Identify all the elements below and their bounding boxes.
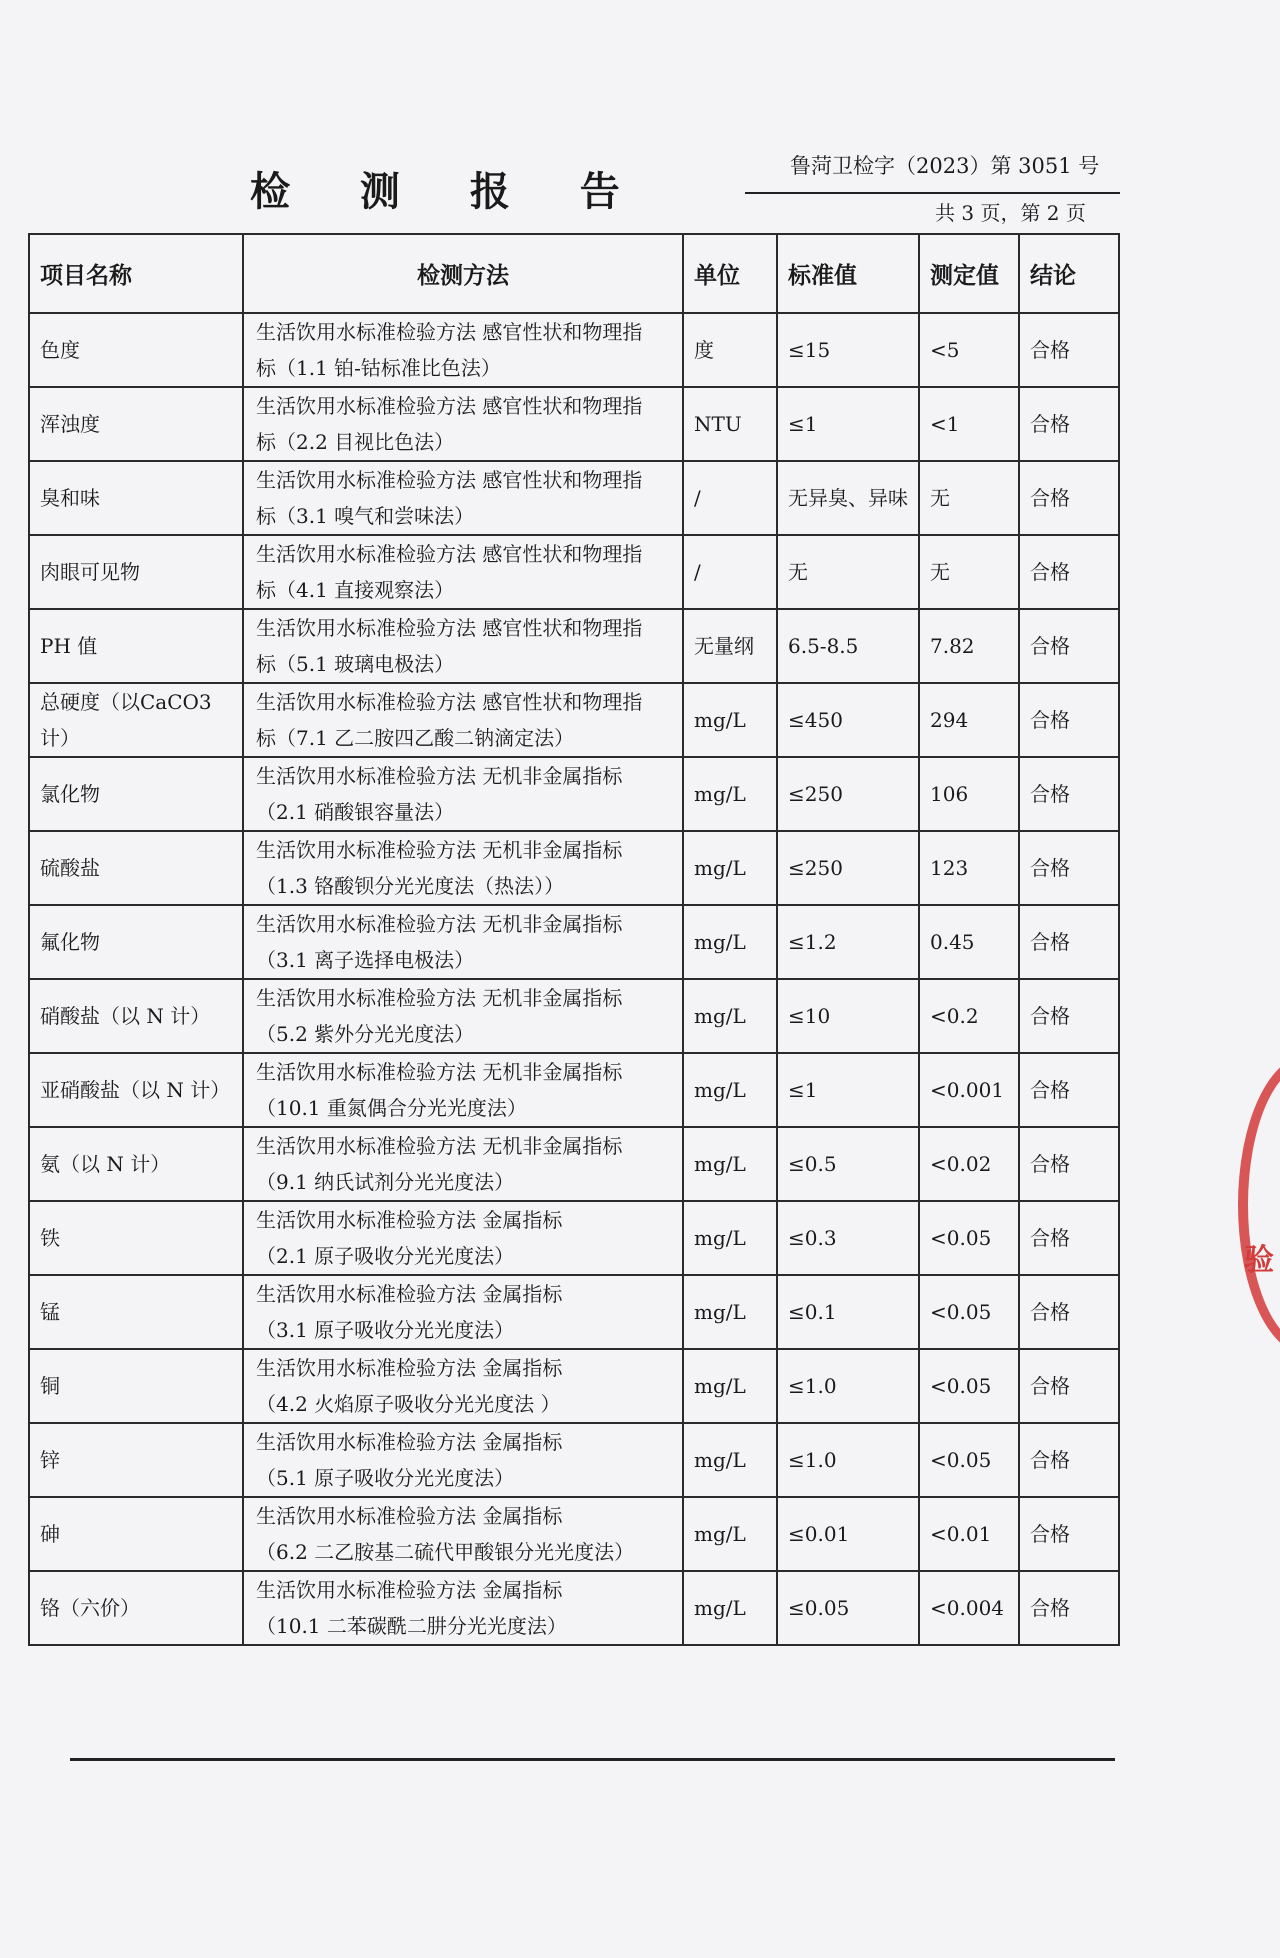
standard-value-cell: ≤1.0 — [777, 1423, 919, 1497]
table-row — [29, 1275, 1119, 1349]
item-cell: 砷 — [29, 1497, 243, 1571]
result-cell: 合格 — [1019, 757, 1119, 831]
result-cell: 合格 — [1019, 535, 1119, 609]
table-row — [29, 387, 1119, 461]
standard-value-cell: ≤1 — [777, 387, 919, 461]
table-row — [29, 609, 1119, 683]
method-line-1: 生活饮用水标准检验方法 无机非金属指标 — [256, 1060, 623, 1084]
item-cell: 总硬度（以CaCO3计） — [29, 683, 243, 757]
item-cell: PH 值 — [29, 609, 243, 683]
item-cell: 浑浊度 — [29, 387, 243, 461]
method-cell — [243, 1127, 683, 1201]
unit-cell: mg/L — [683, 831, 777, 905]
item-cell: 氨（以 N 计） — [29, 1127, 243, 1201]
standard-value-cell: 无异臭、异味 — [777, 461, 919, 535]
method-line-1: 生活饮用水标准检验方法 感官性状和物理指 — [256, 690, 643, 714]
method-line-2: （5.2 紫外分光光度法） — [256, 1022, 475, 1046]
unit-cell: mg/L — [683, 1497, 777, 1571]
result-cell: 合格 — [1019, 1053, 1119, 1127]
method-cell — [243, 683, 683, 757]
standard-value-cell: ≤1.0 — [777, 1349, 919, 1423]
unit-cell: mg/L — [683, 1571, 777, 1645]
measured-value-cell: 无 — [919, 535, 1019, 609]
table-row — [29, 1127, 1119, 1201]
result-cell: 合格 — [1019, 1127, 1119, 1201]
result-cell: 合格 — [1019, 979, 1119, 1053]
method-cell — [243, 757, 683, 831]
result-cell: 合格 — [1019, 1201, 1119, 1275]
header-divider — [745, 192, 1120, 194]
item-cell: 锰 — [29, 1275, 243, 1349]
unit-cell: mg/L — [683, 1127, 777, 1201]
method-cell — [243, 1497, 683, 1571]
method-cell — [243, 535, 683, 609]
column-header-method: 检测方法 — [243, 234, 683, 313]
method-cell — [243, 1349, 683, 1423]
column-header-result: 结论 — [1019, 234, 1119, 313]
result-cell: 合格 — [1019, 609, 1119, 683]
method-line-2: （5.1 原子吸收分光光度法） — [256, 1466, 515, 1490]
table-row — [29, 1349, 1119, 1423]
method-line-1: 生活饮用水标准检验方法 无机非金属指标 — [256, 764, 623, 788]
method-line-2: 标（1.1 铂-钴标准比色法） — [256, 356, 501, 380]
method-line-1: 生活饮用水标准检验方法 感官性状和物理指 — [256, 320, 643, 344]
measured-value-cell: <1 — [919, 387, 1019, 461]
method-line-1: 生活饮用水标准检验方法 无机非金属指标 — [256, 1134, 623, 1158]
method-line-1: 生活饮用水标准检验方法 金属指标 — [256, 1356, 563, 1380]
item-cell: 硫酸盐 — [29, 831, 243, 905]
method-cell — [243, 1053, 683, 1127]
measured-value-cell: <0.004 — [919, 1571, 1019, 1645]
report-number: 鲁菏卫检字（2023）第 3051 号 — [790, 154, 1100, 178]
standard-value-cell: ≤0.3 — [777, 1201, 919, 1275]
standard-value-cell: ≤0.01 — [777, 1497, 919, 1571]
result-cell: 合格 — [1019, 1571, 1119, 1645]
method-line-1: 生活饮用水标准检验方法 金属指标 — [256, 1578, 563, 1602]
item-cell: 肉眼可见物 — [29, 535, 243, 609]
result-cell: 合格 — [1019, 831, 1119, 905]
method-line-1: 生活饮用水标准检验方法 金属指标 — [256, 1208, 563, 1232]
unit-cell: mg/L — [683, 1053, 777, 1127]
table-row — [29, 905, 1119, 979]
method-cell — [243, 1201, 683, 1275]
table-row — [29, 683, 1119, 757]
method-line-2: （10.1 重氮偶合分光光度法） — [256, 1096, 527, 1120]
unit-cell: / — [683, 461, 777, 535]
column-header-unit: 单位 — [683, 234, 777, 313]
standard-value-cell: ≤10 — [777, 979, 919, 1053]
table-body — [29, 313, 1119, 1645]
method-line-1: 生活饮用水标准检验方法 无机非金属指标 — [256, 912, 623, 936]
method-cell — [243, 1423, 683, 1497]
footer-divider — [70, 1758, 1115, 1761]
unit-cell: mg/L — [683, 683, 777, 757]
item-cell: 锌 — [29, 1423, 243, 1497]
official-seal — [1238, 1055, 1280, 1355]
result-cell: 合格 — [1019, 1349, 1119, 1423]
table-row — [29, 757, 1119, 831]
standard-value-cell: ≤0.05 — [777, 1571, 919, 1645]
method-line-2: （2.1 硝酸银容量法） — [256, 800, 455, 824]
method-line-1: 生活饮用水标准检验方法 金属指标 — [256, 1504, 563, 1528]
standard-value-cell: ≤0.5 — [777, 1127, 919, 1201]
item-cell: 铁 — [29, 1201, 243, 1275]
test-results-table — [28, 233, 1120, 1646]
table-header-row — [29, 234, 1119, 313]
measured-value-cell: 0.45 — [919, 905, 1019, 979]
table-row — [29, 1571, 1119, 1645]
standard-value-cell: 无 — [777, 535, 919, 609]
standard-value-cell: ≤15 — [777, 313, 919, 387]
method-line-2: 标（5.1 玻璃电极法） — [256, 652, 455, 676]
item-cell: 铬（六价） — [29, 1571, 243, 1645]
unit-cell: mg/L — [683, 905, 777, 979]
result-cell: 合格 — [1019, 1423, 1119, 1497]
method-line-1: 生活饮用水标准检验方法 金属指标 — [256, 1430, 563, 1454]
method-line-2: （6.2 二乙胺基二硫代甲酸银分光光度法） — [256, 1540, 635, 1564]
item-cell: 臭和味 — [29, 461, 243, 535]
method-line-2: 标（4.1 直接观察法） — [256, 578, 455, 602]
method-line-2: 标（7.1 乙二胺四乙酸二钠滴定法） — [256, 726, 575, 750]
measured-value-cell: <0.001 — [919, 1053, 1019, 1127]
method-line-2: （4.2 火焰原子吸收分光光度法 ） — [256, 1392, 561, 1416]
result-cell: 合格 — [1019, 313, 1119, 387]
table-row — [29, 313, 1119, 387]
method-line-2: （9.1 纳氏试剂分光光度法） — [256, 1170, 515, 1194]
method-cell — [243, 905, 683, 979]
column-header-measured: 测定值 — [919, 234, 1019, 313]
method-line-1: 生活饮用水标准检验方法 无机非金属指标 — [256, 986, 623, 1010]
result-cell: 合格 — [1019, 461, 1119, 535]
result-cell: 合格 — [1019, 1497, 1119, 1571]
unit-cell: / — [683, 535, 777, 609]
method-line-2: 标（3.1 嗅气和尝味法） — [256, 504, 475, 528]
measured-value-cell: <0.05 — [919, 1423, 1019, 1497]
unit-cell: mg/L — [683, 979, 777, 1053]
table-row — [29, 1201, 1119, 1275]
method-line-1: 生活饮用水标准检验方法 无机非金属指标 — [256, 838, 623, 862]
standard-value-cell: ≤1 — [777, 1053, 919, 1127]
table-row — [29, 1497, 1119, 1571]
standard-value-cell: 6.5-8.5 — [777, 609, 919, 683]
unit-cell: mg/L — [683, 1423, 777, 1497]
table-row — [29, 535, 1119, 609]
table-row — [29, 831, 1119, 905]
measured-value-cell: <5 — [919, 313, 1019, 387]
item-cell: 氟化物 — [29, 905, 243, 979]
item-cell: 色度 — [29, 313, 243, 387]
item-cell: 氯化物 — [29, 757, 243, 831]
table-row — [29, 979, 1119, 1053]
unit-cell: mg/L — [683, 1349, 777, 1423]
unit-cell: NTU — [683, 387, 777, 461]
result-cell: 合格 — [1019, 683, 1119, 757]
standard-value-cell: ≤450 — [777, 683, 919, 757]
measured-value-cell: <0.01 — [919, 1497, 1019, 1571]
report-title: 检 测 报 告 — [250, 168, 648, 215]
method-line-2: （3.1 原子吸收分光光度法） — [256, 1318, 515, 1342]
column-header-standard: 标准值 — [777, 234, 919, 313]
item-cell: 铜 — [29, 1349, 243, 1423]
measured-value-cell: 106 — [919, 757, 1019, 831]
measured-value-cell: 294 — [919, 683, 1019, 757]
measured-value-cell: 123 — [919, 831, 1019, 905]
standard-value-cell: ≤0.1 — [777, 1275, 919, 1349]
method-cell — [243, 387, 683, 461]
method-line-1: 生活饮用水标准检验方法 感官性状和物理指 — [256, 394, 643, 418]
measured-value-cell: <0.05 — [919, 1201, 1019, 1275]
method-line-1: 生活饮用水标准检验方法 感官性状和物理指 — [256, 616, 643, 640]
official-seal-text: 验 — [1244, 1243, 1274, 1278]
table-row — [29, 1053, 1119, 1127]
measured-value-cell: <0.05 — [919, 1275, 1019, 1349]
item-cell: 亚硝酸盐（以 N 计） — [29, 1053, 243, 1127]
method-line-2: （1.3 铬酸钡分光光度法（热法）） — [256, 874, 565, 898]
item-cell: 硝酸盐（以 N 计） — [29, 979, 243, 1053]
measured-value-cell: <0.05 — [919, 1349, 1019, 1423]
method-cell — [243, 1571, 683, 1645]
method-line-1: 生活饮用水标准检验方法 金属指标 — [256, 1282, 563, 1306]
unit-cell: mg/L — [683, 1275, 777, 1349]
standard-value-cell: ≤250 — [777, 757, 919, 831]
unit-cell: 度 — [683, 313, 777, 387]
page-count: 共 3 页，第 2 页 — [935, 201, 1086, 225]
measured-value-cell: 无 — [919, 461, 1019, 535]
result-cell: 合格 — [1019, 1275, 1119, 1349]
unit-cell: 无量纲 — [683, 609, 777, 683]
measured-value-cell: <0.02 — [919, 1127, 1019, 1201]
method-cell — [243, 831, 683, 905]
table-row — [29, 1423, 1119, 1497]
table-row — [29, 461, 1119, 535]
method-line-1: 生活饮用水标准检验方法 感官性状和物理指 — [256, 468, 643, 492]
result-cell: 合格 — [1019, 905, 1119, 979]
method-cell — [243, 1275, 683, 1349]
unit-cell: mg/L — [683, 1201, 777, 1275]
method-line-2: （3.1 离子选择电极法） — [256, 948, 475, 972]
method-line-1: 生活饮用水标准检验方法 感官性状和物理指 — [256, 542, 643, 566]
result-cell: 合格 — [1019, 387, 1119, 461]
standard-value-cell: ≤1.2 — [777, 905, 919, 979]
method-cell — [243, 979, 683, 1053]
measured-value-cell: <0.2 — [919, 979, 1019, 1053]
column-header-item: 项目名称 — [29, 234, 243, 313]
measured-value-cell: 7.82 — [919, 609, 1019, 683]
method-cell — [243, 313, 683, 387]
method-cell — [243, 461, 683, 535]
unit-cell: mg/L — [683, 757, 777, 831]
method-line-2: （10.1 二苯碳酰二肼分光光度法） — [256, 1614, 567, 1638]
method-cell — [243, 609, 683, 683]
method-line-2: 标（2.2 目视比色法） — [256, 430, 455, 454]
standard-value-cell: ≤250 — [777, 831, 919, 905]
method-line-2: （2.1 原子吸收分光光度法） — [256, 1244, 515, 1268]
